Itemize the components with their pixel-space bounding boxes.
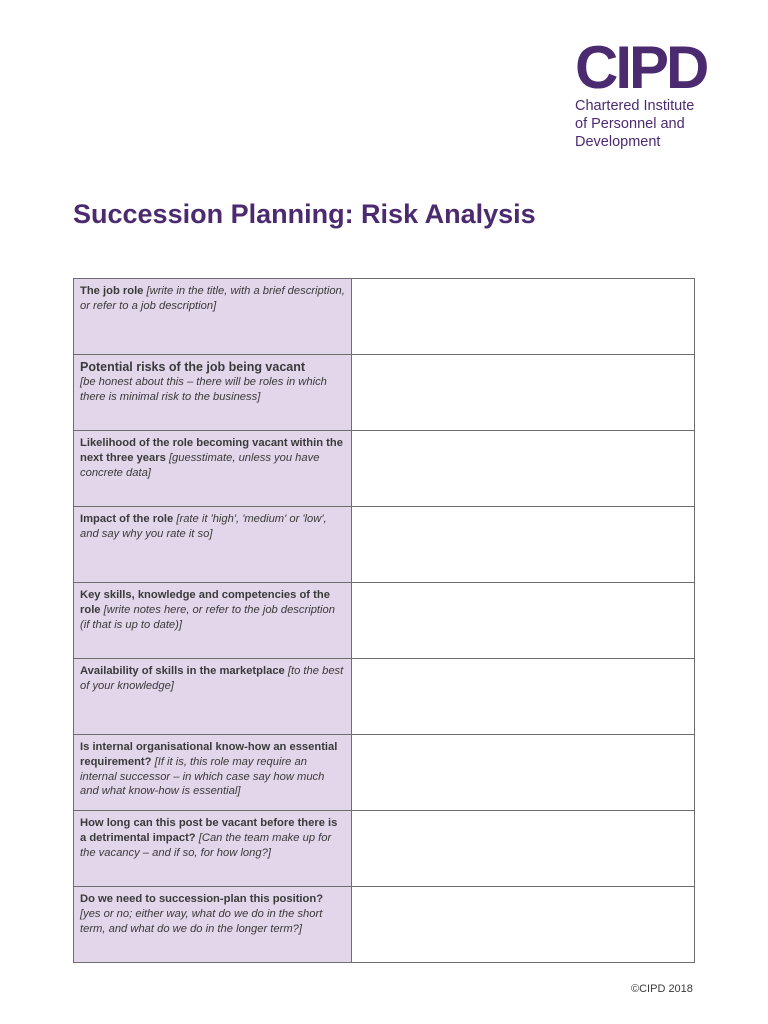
table-row-key-skills [74,583,695,659]
logo-tagline [575,97,735,151]
table-row-likelihood [74,431,695,507]
prompt-cell [74,659,352,735]
prompt-guidance: [be honest about this – there will be roles in which there is minimal risk to the business] [80,375,327,403]
table-row-potential-risks [74,355,695,431]
prompt-cell [74,811,352,887]
prompt-heading: Is internal organisational know-how an essential requirement? [80,741,338,768]
prompt-cell [74,507,352,583]
table-row-job-role [74,279,695,355]
prompt-guidance: [to the best of your knowledge] [80,665,344,692]
prompt-guidance: [write notes here, or refer to the job description (if that is up to date)] [80,603,335,631]
prompt-guidance: [guesstimate, unless you have concrete data] [80,451,320,479]
page-title: Succession Planning: Risk Analysis [73,199,536,229]
answer-cell[interactable] [352,279,695,355]
answer-cell[interactable] [352,811,695,887]
copyright-notice: ©CIPD 2018 [631,983,693,995]
table-row-succession-plan [74,887,695,963]
prompt-guidance: [rate it 'high', 'medium' or 'low', and say why you rate it so] [80,513,327,540]
table-row-vacancy-duration [74,811,695,887]
answer-cell[interactable] [352,355,695,431]
answer-cell[interactable] [352,735,695,811]
prompt-heading: Availability of skills in the marketplace [80,665,285,677]
prompt-heading: Likelihood of the role becoming vacant within the next three years [80,437,343,464]
logo-line-1: Chartered Institute [575,98,695,114]
cipd-logo [575,34,735,151]
prompt-cell [74,583,352,659]
answer-cell[interactable] [352,583,695,659]
prompt-heading: How long can this post be vacant before there is a detrimental impact? [80,817,338,844]
table-row-skills-availability [74,659,695,735]
answer-cell[interactable] [352,507,695,583]
prompt-cell [74,735,352,811]
prompt-cell [74,355,352,431]
prompt-heading: Potential risks of the job being vacant [80,360,306,374]
prompt-cell [74,887,352,963]
prompt-cell [74,431,352,507]
prompt-heading: Key skills, knowledge and competencies of the role [80,589,330,616]
table-row-impact [74,507,695,583]
prompt-guidance: [write in the title, with a brief description, or refer to a job description] [80,285,345,312]
answer-cell[interactable] [352,659,695,735]
prompt-guidance: [If it is, this role may require an internal successor – in which case say how much and what know-how is essential] [80,755,325,798]
prompt-guidance: [Can the team make up for the vacancy – and if so, for how long?] [80,831,332,859]
answer-cell[interactable] [352,431,695,507]
prompt-heading: Do we need to succession-plan this position? [80,893,324,905]
prompt-heading: Impact of the role [80,513,174,525]
logo-wordmark: CIPD [575,34,707,101]
answer-cell[interactable] [352,887,695,963]
prompt-heading: The job role [80,285,144,297]
table-row-internal-know-how [74,735,695,811]
logo-line-2: of Personnel and [575,116,685,132]
logo-line-3: Development [575,134,661,150]
prompt-guidance: [yes or no; either way, what do we do in the short term, and what do we do in the longer term?] [80,907,323,935]
risk-analysis-table [73,278,695,963]
prompt-cell [74,279,352,355]
